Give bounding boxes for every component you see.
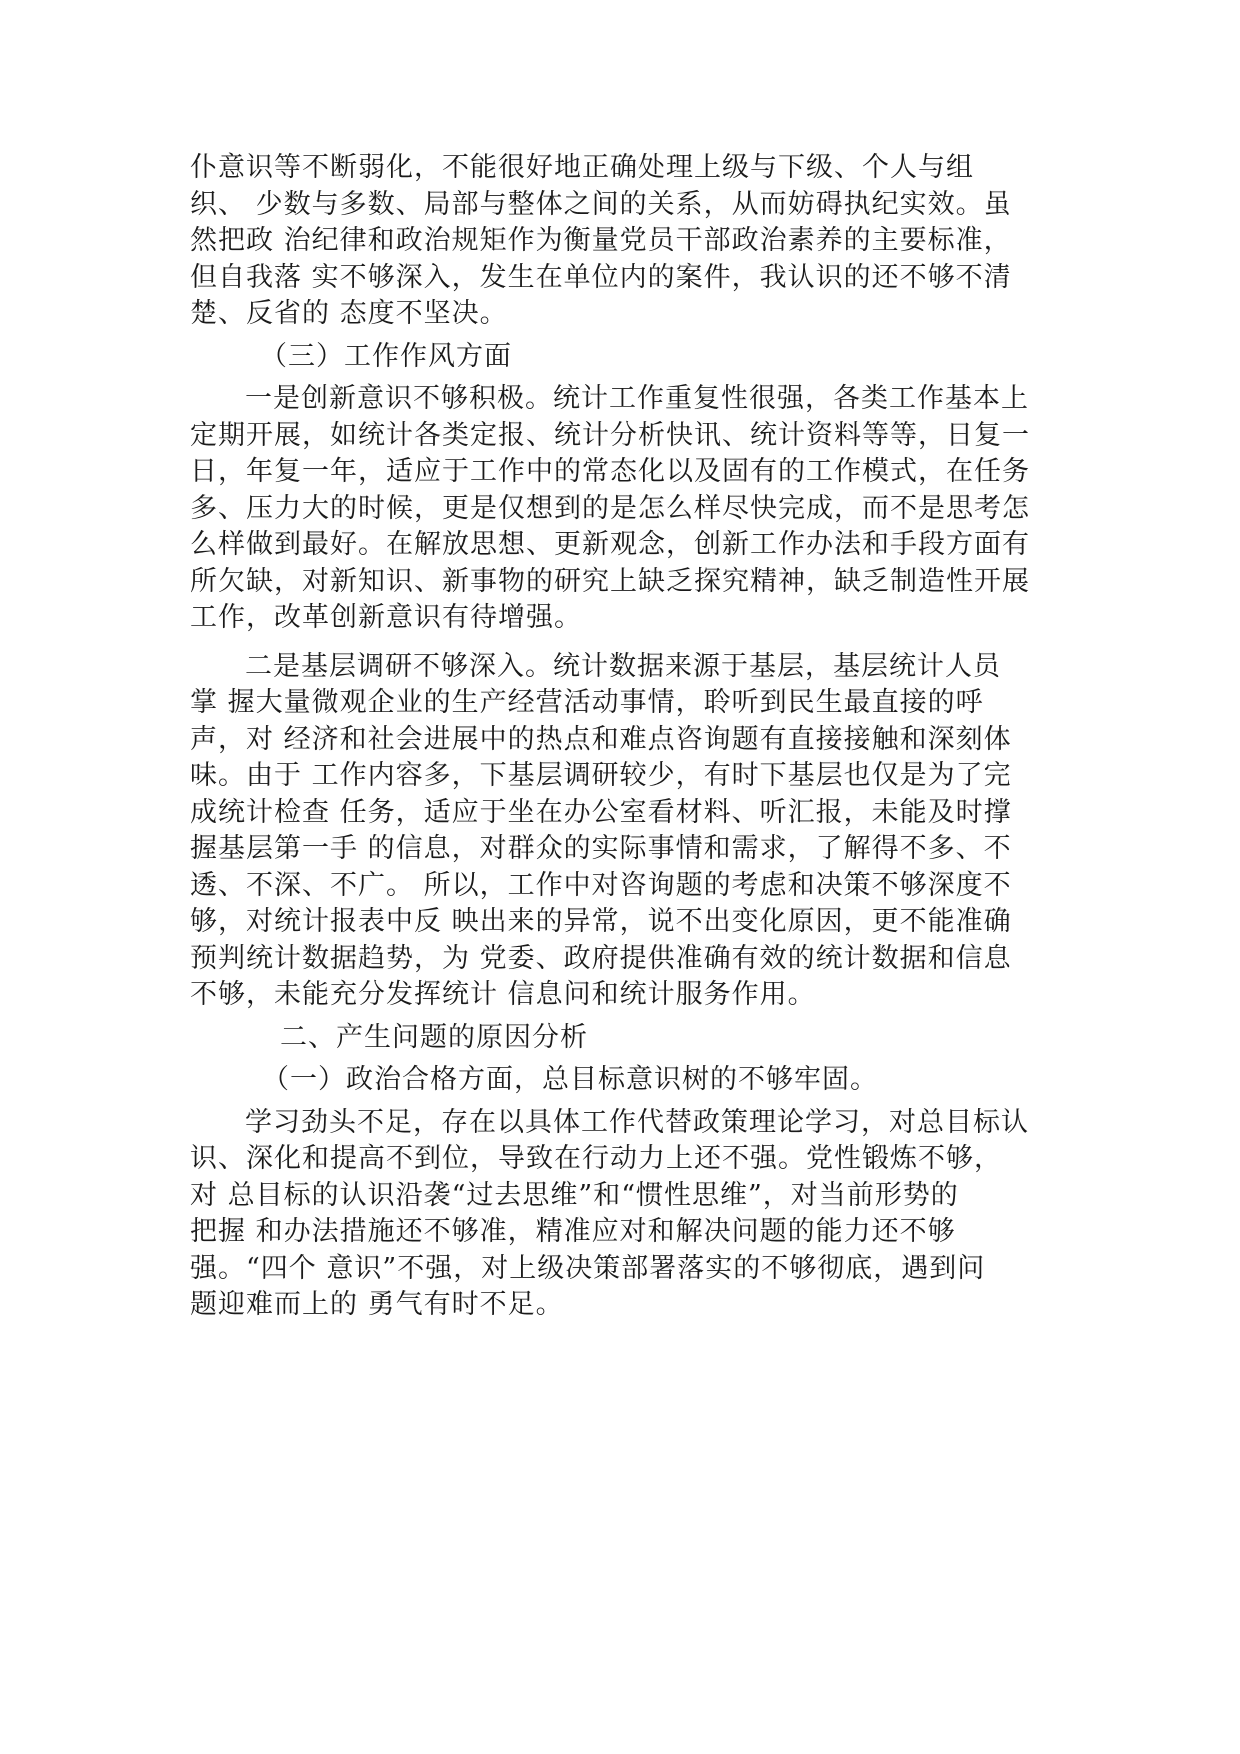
- text-line: 题迎难而上的 勇气有时不足。: [190, 1289, 564, 1320]
- document-page: [190, 150, 1060, 1324]
- paragraph-innovation: [190, 381, 1060, 637]
- text-line: 但自我落 实不够深入，发生在单位内的案件，我认识的还不够不清: [190, 261, 1012, 293]
- text-line: 仆意识等不断弱化，不能很好地正确处理上级与下级、个人与组: [190, 152, 974, 183]
- heading-text: （一）政治合格方面，总目标意识树的不够牢固。: [262, 1064, 878, 1095]
- section-heading-cause-analysis: [190, 1020, 1060, 1057]
- text-line: 味。由于 工作内容多，下基层调研较少，有时下基层也仅是为了完: [190, 760, 1012, 791]
- paragraph-discipline: [190, 150, 1060, 333]
- text-line: 日，年复一年，适应于工作中的常态化以及固有的工作模式，在任务: [190, 456, 1030, 487]
- text-line: 二是基层调研不够深入。统计数据来源于基层，基层统计人员: [245, 650, 1001, 682]
- section-heading-political: [190, 1062, 1060, 1099]
- text-line: 多、压力大的时候，更是仅想到的是怎么样尽快完成，而不是思考怎: [190, 492, 1030, 524]
- paragraph-grassroots-research: [190, 649, 1060, 1014]
- text-line: 透、不深、不广。 所以，工作中对咨询题的考虑和决策不够深度不: [190, 869, 1012, 901]
- text-line: 一是创新意识不够积极。统计工作重复性很强，各类工作基本上: [245, 383, 1029, 414]
- text-line: 掌 握大量微观企业的生产经营活动事情，聆听到民生最直接的呼: [190, 687, 984, 718]
- text-line: 把握 和办法措施还不够准，精准应对和解决问题的能力还不够: [190, 1216, 956, 1247]
- text-line: 识、深化和提高不到位，导致在行动力上还不强。党性锻炼不够，: [190, 1143, 1002, 1174]
- text-line: 对 总目标的认识沿袭“过去思维”和“惯性思维”，对当前形势的: [190, 1179, 959, 1211]
- text-line: 不够，未能充分发挥统计 信息问和统计服务作用。: [190, 979, 816, 1010]
- text-line: 学习劲头不足，存在以具体工作代替政策理论学习，对总目标认: [245, 1106, 1029, 1138]
- paragraph-study-drive: [190, 1105, 1060, 1324]
- section-heading-work-style: [190, 339, 1060, 376]
- heading-text: 二、产生问题的原因分析: [280, 1021, 588, 1053]
- text-line: 定期开展，如统计各类定报、统计分析快讯、统计资料等等，日复一: [190, 419, 1030, 451]
- text-line: 够，对统计报表中反 映出来的异常，说不出变化原因，更不能准确: [190, 906, 1012, 937]
- text-line: 楚、反省的 态度不坚决。: [190, 298, 508, 329]
- text-line: 声，对 经济和社会进展中的热点和难点咨询题有直接接触和深刻体: [190, 723, 1012, 755]
- text-line: 握基层第一手 的信息，对群众的实际事情和需求，了解得不多、不: [190, 833, 1012, 864]
- text-line: 织、 少数与多数、局部与整体之间的关系，从而妨碍执纪实效。虽: [190, 188, 1012, 220]
- heading-text: （三）工作作风方面: [260, 340, 512, 372]
- text-line: 工作，改革创新意识有待增强。: [190, 602, 582, 633]
- text-line: 然把政 治纪律和政治规矩作为衡量党员干部政治素养的主要标准，: [190, 225, 1012, 256]
- text-line: 成统计检查 任务，适应于坐在办公室看材料、听汇报，未能及时撑: [190, 796, 1012, 828]
- text-line: 强。“四个 意识”不强，对上级决策部署落实的不够彻底，遇到问: [190, 1252, 986, 1284]
- text-line: 预判统计数据趋势，为 党委、政府提供准确有效的统计数据和信息: [190, 942, 1012, 974]
- text-line: 所欠缺，对新知识、新事物的研究上缺乏探究精神，缺乏制造性开展: [190, 565, 1030, 597]
- text-line: 么样做到最好。在解放思想、更新观念，创新工作办法和手段方面有: [190, 529, 1030, 560]
